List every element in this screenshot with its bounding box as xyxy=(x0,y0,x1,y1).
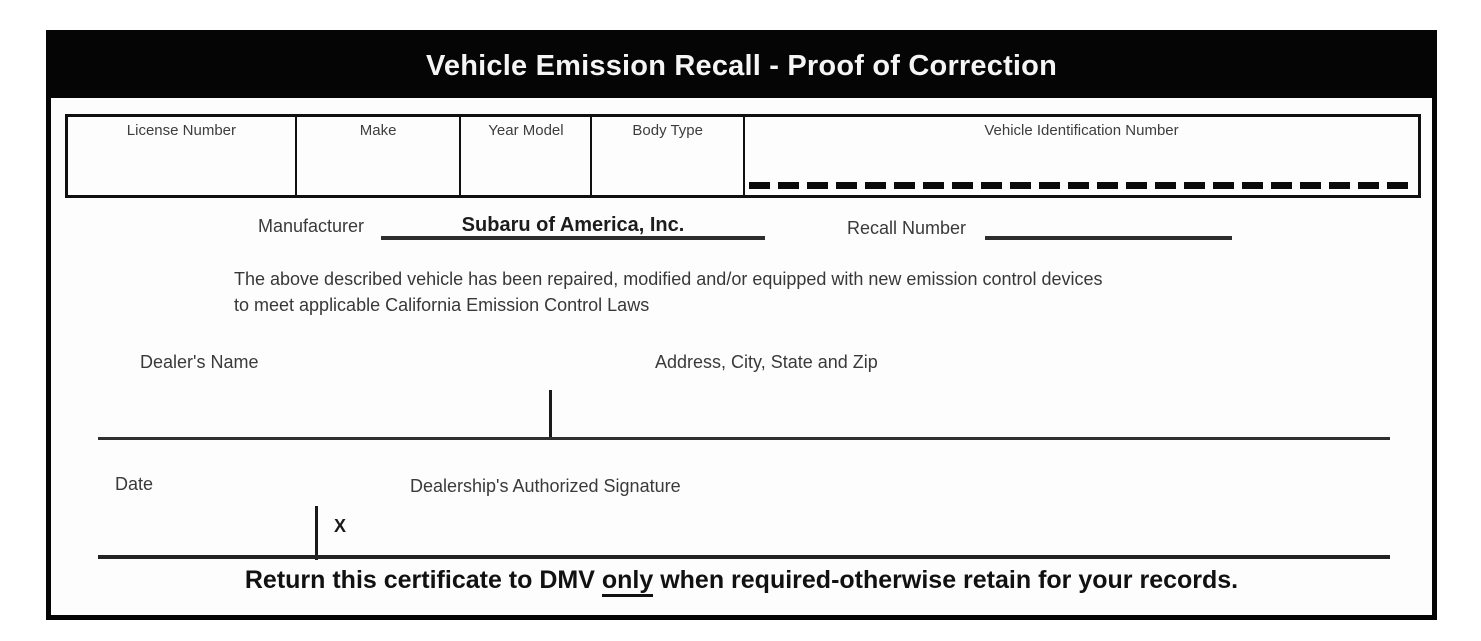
emission-recall-certificate xyxy=(46,30,1437,620)
license-number-label: License Number xyxy=(126,122,236,139)
sign-here-x-mark: X xyxy=(334,516,347,536)
dealer-name-address-write-line[interactable] xyxy=(98,437,1390,440)
dealer-address-label: Address, City, State and Zip xyxy=(655,352,878,372)
certificate-body xyxy=(51,98,1432,615)
body-type-label: Body Type xyxy=(632,122,703,139)
return-instruction-only-word: only xyxy=(602,566,653,597)
authorized-signature-label: Dealership's Authorized Signature xyxy=(410,476,681,496)
manufacturer-value: Subaru of America, Inc. xyxy=(461,214,685,236)
make-field[interactable] xyxy=(295,117,460,195)
date-signature-write-line[interactable] xyxy=(98,555,1390,559)
license-number-field[interactable] xyxy=(68,117,295,195)
return-instruction-before: Return this certificate to DMV xyxy=(244,566,602,594)
vin-label: Vehicle Identification Number xyxy=(984,122,1179,139)
correction-statement-line2: to meet applicable California Emission Control Laws xyxy=(234,295,650,315)
certificate-title-bar xyxy=(51,35,1432,98)
signature-line-divider-tick xyxy=(315,506,318,560)
recall-number-blank-line[interactable] xyxy=(985,214,1232,240)
vin-dashed-write-line xyxy=(749,182,1412,189)
dealer-name-label: Dealer's Name xyxy=(140,352,259,372)
return-instruction xyxy=(51,566,1432,595)
vin-field[interactable] xyxy=(743,117,1418,195)
manufacturer-label: Manufacturer xyxy=(258,216,365,236)
year-model-label: Year Model xyxy=(488,122,564,139)
body-type-field[interactable] xyxy=(590,117,743,195)
date-label: Date xyxy=(115,474,154,494)
make-label: Make xyxy=(359,122,397,139)
recall-number-label: Recall Number xyxy=(847,218,967,238)
correction-statement xyxy=(234,266,1103,318)
year-model-field[interactable] xyxy=(459,117,590,195)
correction-statement-line1: The above described vehicle has been repaired, modified and/or equipped with new emission control devices xyxy=(234,269,1103,289)
vehicle-info-table xyxy=(65,114,1421,198)
manufacturer-value-line[interactable] xyxy=(381,214,765,240)
dealer-line-divider-tick xyxy=(549,390,552,439)
certificate-title: Vehicle Emission Recall - Proof of Correction xyxy=(425,50,1058,82)
return-instruction-after: when required-otherwise retain for your records. xyxy=(653,566,1239,594)
